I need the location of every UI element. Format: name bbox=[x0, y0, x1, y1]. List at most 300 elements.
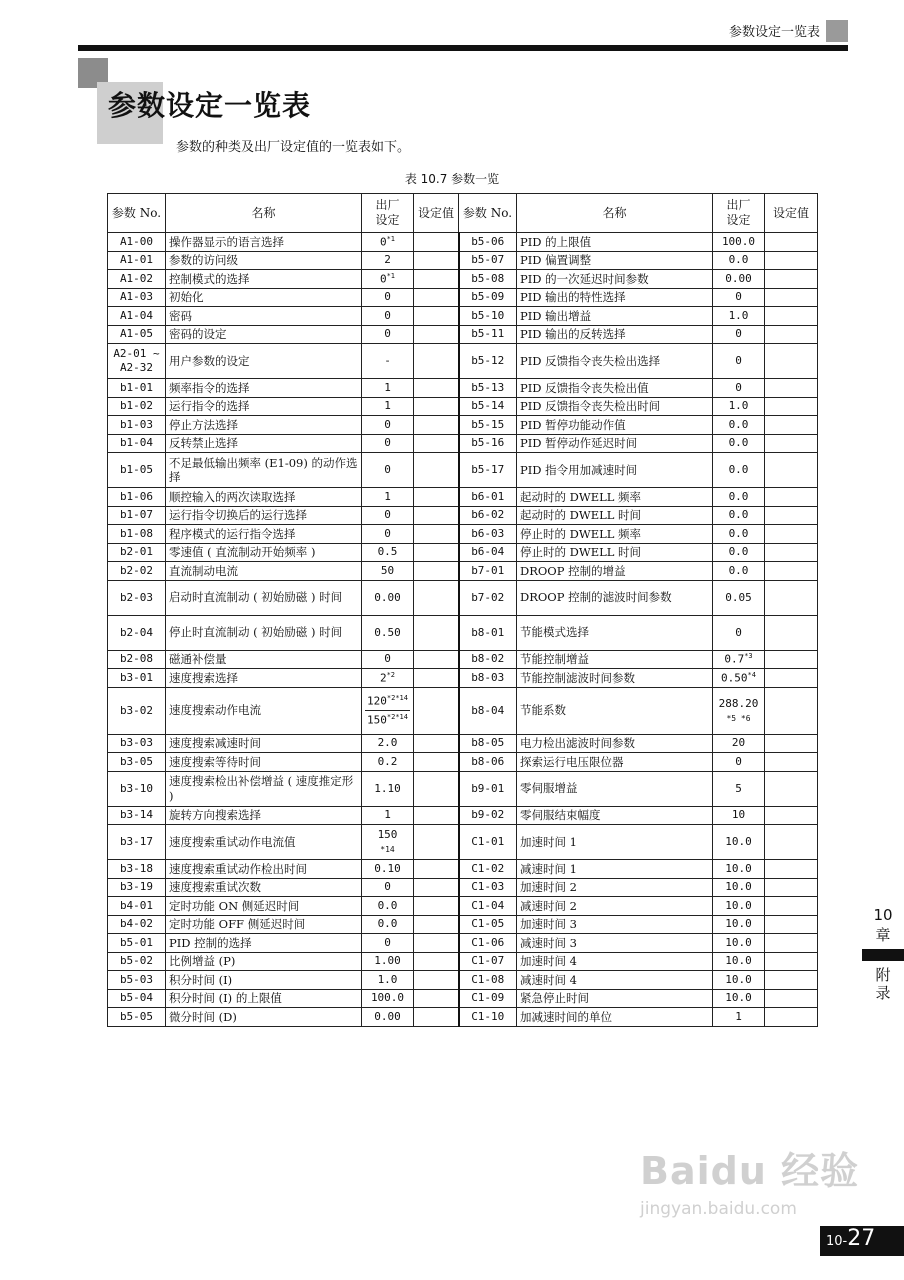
header-name: 名称 bbox=[166, 194, 362, 233]
param-no: C1-09 bbox=[459, 989, 517, 1008]
default-value: 20 bbox=[713, 734, 765, 753]
param-name: 节能控制增益 bbox=[517, 650, 713, 669]
set-value bbox=[414, 771, 459, 806]
default-value: 0.0 bbox=[713, 251, 765, 270]
table-row bbox=[108, 771, 818, 806]
set-value bbox=[414, 270, 459, 289]
param-name: PID 指令用加减速时间 bbox=[517, 453, 713, 488]
set-value bbox=[414, 1008, 459, 1027]
watermark-logo: Baidu 经验 bbox=[640, 1149, 860, 1193]
table-row bbox=[108, 288, 818, 307]
default-value: 0.50$^{*4}$ bbox=[713, 669, 765, 688]
param-no: b1-01 bbox=[108, 379, 166, 398]
intro-text: 参数的种类及出厂设定值的一览表如下。 bbox=[176, 140, 411, 155]
default-value: 2$^{*2}$ bbox=[362, 669, 414, 688]
table-row bbox=[108, 543, 818, 562]
header-marker bbox=[826, 20, 848, 42]
set-value bbox=[765, 543, 818, 562]
default-value: 2 bbox=[362, 251, 414, 270]
appendix-char-1: 附 bbox=[875, 966, 891, 984]
param-name: 定时功能 OFF 侧延迟时间 bbox=[166, 915, 362, 934]
default-value: 0 bbox=[362, 434, 414, 453]
default-value: 10.0 bbox=[713, 971, 765, 990]
set-value bbox=[414, 562, 459, 581]
set-value bbox=[414, 952, 459, 971]
param-no: A1-01 bbox=[108, 251, 166, 270]
set-value bbox=[414, 897, 459, 916]
set-value bbox=[765, 825, 818, 860]
param-name: 停止方法选择 bbox=[166, 416, 362, 435]
table-row bbox=[108, 434, 818, 453]
param-name: 频率指令的选择 bbox=[166, 379, 362, 398]
set-value bbox=[414, 379, 459, 398]
set-value bbox=[765, 952, 818, 971]
param-name: 探索运行电压限位器 bbox=[517, 753, 713, 772]
table-row bbox=[108, 270, 818, 289]
default-value: 0 bbox=[713, 379, 765, 398]
param-no: C1-01 bbox=[459, 825, 517, 860]
default-value: 1 bbox=[362, 806, 414, 825]
set-value bbox=[765, 860, 818, 879]
set-value bbox=[765, 434, 818, 453]
param-no: b4-01 bbox=[108, 897, 166, 916]
param-name: 零速值 ( 直流制动开始频率 ) bbox=[166, 543, 362, 562]
param-no: b8-04 bbox=[459, 687, 517, 734]
set-value bbox=[765, 753, 818, 772]
param-name: PID 暂停动作延迟时间 bbox=[517, 434, 713, 453]
default-value: 100.0 bbox=[362, 989, 414, 1008]
param-name: 比例增益 (P) bbox=[166, 952, 362, 971]
default-value: 1 bbox=[713, 1008, 765, 1027]
set-value bbox=[765, 971, 818, 990]
default-value: 288.20 *5 *6 bbox=[713, 687, 765, 734]
default-value: 0.0 bbox=[713, 562, 765, 581]
set-value bbox=[414, 825, 459, 860]
param-no: b5-11 bbox=[459, 325, 517, 344]
param-no: A1-00 bbox=[108, 233, 166, 252]
param-no: b3-17 bbox=[108, 825, 166, 860]
param-no: b6-01 bbox=[459, 488, 517, 507]
param-name: PID 暂停功能动作值 bbox=[517, 416, 713, 435]
set-value bbox=[414, 650, 459, 669]
param-name: 零伺服增益 bbox=[517, 771, 713, 806]
set-value bbox=[765, 806, 818, 825]
table-row bbox=[108, 453, 818, 488]
table-row bbox=[108, 952, 818, 971]
set-value bbox=[765, 525, 818, 544]
set-value bbox=[765, 669, 818, 688]
default-value: 0 bbox=[362, 934, 414, 953]
param-name: 顺控输入的两次读取选择 bbox=[166, 488, 362, 507]
default-value: 50 bbox=[362, 562, 414, 581]
param-name: 节能模式选择 bbox=[517, 615, 713, 650]
default-value: 10.0 bbox=[713, 860, 765, 879]
param-name: 不足最低输出频率 (E1-09) 的动作选择 bbox=[166, 453, 362, 488]
running-header: 参数设定一览表 bbox=[728, 25, 820, 40]
default-value: 0 bbox=[362, 878, 414, 897]
default-value: 0 bbox=[362, 307, 414, 326]
param-name: 减速时间 4 bbox=[517, 971, 713, 990]
table-row bbox=[108, 669, 818, 688]
param-no: b8-01 bbox=[459, 615, 517, 650]
set-value bbox=[765, 453, 818, 488]
param-name: 积分时间 (I) bbox=[166, 971, 362, 990]
default-value: 1 bbox=[362, 379, 414, 398]
param-no: b5-09 bbox=[459, 288, 517, 307]
header-default: 出厂 设定 bbox=[362, 194, 414, 233]
default-value: 0 bbox=[713, 753, 765, 772]
param-name: 加速时间 2 bbox=[517, 878, 713, 897]
set-value bbox=[414, 397, 459, 416]
set-value bbox=[765, 897, 818, 916]
param-no: b6-04 bbox=[459, 543, 517, 562]
param-name: 初始化 bbox=[166, 288, 362, 307]
param-name: 速度搜索等待时间 bbox=[166, 753, 362, 772]
default-value: 0 bbox=[362, 525, 414, 544]
param-name: 积分时间 (I) 的上限值 bbox=[166, 989, 362, 1008]
param-no: b3-02 bbox=[108, 687, 166, 734]
param-no: b3-05 bbox=[108, 753, 166, 772]
param-name: 速度搜索检出补偿增益 ( 速度推定形 ) bbox=[166, 771, 362, 806]
chapter-tab bbox=[868, 906, 898, 945]
watermark bbox=[640, 1140, 859, 1219]
set-value bbox=[414, 878, 459, 897]
param-name: 反转禁止选择 bbox=[166, 434, 362, 453]
default-value: 1.0 bbox=[713, 397, 765, 416]
set-value bbox=[765, 506, 818, 525]
table-row bbox=[108, 915, 818, 934]
param-no: C1-06 bbox=[459, 934, 517, 953]
default-value: 0 bbox=[362, 416, 414, 435]
default-value: 0 bbox=[362, 453, 414, 488]
set-value bbox=[765, 397, 818, 416]
param-no: A2-01 ~ A2-32 bbox=[108, 344, 166, 379]
param-name: PID 输出的特性选择 bbox=[517, 288, 713, 307]
param-no: b2-03 bbox=[108, 580, 166, 615]
set-value bbox=[765, 344, 818, 379]
appendix-char-2: 录 bbox=[875, 984, 891, 1002]
header-no: 参数 No. bbox=[459, 194, 517, 233]
param-no: b8-02 bbox=[459, 650, 517, 669]
param-name: 速度搜索选择 bbox=[166, 669, 362, 688]
set-value bbox=[414, 915, 459, 934]
default-value: 10.0 bbox=[713, 878, 765, 897]
set-value bbox=[414, 580, 459, 615]
set-value bbox=[414, 506, 459, 525]
set-value bbox=[414, 687, 459, 734]
param-no: b1-05 bbox=[108, 453, 166, 488]
param-no: b5-13 bbox=[459, 379, 517, 398]
table-row bbox=[108, 897, 818, 916]
param-name: PID 反馈指令丧失检出值 bbox=[517, 379, 713, 398]
param-no: b3-18 bbox=[108, 860, 166, 879]
default-value: 0.0 bbox=[713, 434, 765, 453]
header-no: 参数 No. bbox=[108, 194, 166, 233]
param-name: 参数的访问级 bbox=[166, 251, 362, 270]
table-row bbox=[108, 325, 818, 344]
param-no: b5-07 bbox=[459, 251, 517, 270]
chapter-tab-bar bbox=[862, 949, 904, 961]
param-name: DROOP 控制的滤波时间参数 bbox=[517, 580, 713, 615]
param-no: b7-02 bbox=[459, 580, 517, 615]
table-row bbox=[108, 251, 818, 270]
set-value bbox=[765, 878, 818, 897]
param-no: b8-05 bbox=[459, 734, 517, 753]
param-no: b5-15 bbox=[459, 416, 517, 435]
set-value bbox=[414, 453, 459, 488]
default-value: 0.50 bbox=[362, 615, 414, 650]
set-value bbox=[414, 989, 459, 1008]
table-row bbox=[108, 416, 818, 435]
set-value bbox=[414, 615, 459, 650]
default-value: 0.00 bbox=[362, 1008, 414, 1027]
param-name: 密码的设定 bbox=[166, 325, 362, 344]
default-value: 0.0 bbox=[713, 453, 765, 488]
page-number: 10-27 bbox=[820, 1226, 904, 1256]
param-no: b5-10 bbox=[459, 307, 517, 326]
default-value: 0 bbox=[362, 506, 414, 525]
default-value: 0 bbox=[362, 650, 414, 669]
param-no: b7-01 bbox=[459, 562, 517, 581]
set-value bbox=[765, 989, 818, 1008]
table-row bbox=[108, 580, 818, 615]
param-no: b2-01 bbox=[108, 543, 166, 562]
param-name: 电力检出滤波时间参数 bbox=[517, 734, 713, 753]
default-value: 0.7$^{*3}$ bbox=[713, 650, 765, 669]
default-value: 1 bbox=[362, 397, 414, 416]
param-no: b3-01 bbox=[108, 669, 166, 688]
param-name: 起动时的 DWELL 时间 bbox=[517, 506, 713, 525]
default-value: 0.00 bbox=[713, 270, 765, 289]
default-value: 0.00 bbox=[362, 580, 414, 615]
default-value: 0.5 bbox=[362, 543, 414, 562]
param-name: 旋转方向搜索选择 bbox=[166, 806, 362, 825]
param-no: A1-04 bbox=[108, 307, 166, 326]
set-value bbox=[414, 288, 459, 307]
default-value: 5 bbox=[713, 771, 765, 806]
default-value: 0 bbox=[362, 288, 414, 307]
set-value bbox=[765, 325, 818, 344]
set-value bbox=[765, 288, 818, 307]
param-name: DROOP 控制的增益 bbox=[517, 562, 713, 581]
param-no: C1-03 bbox=[459, 878, 517, 897]
param-name: 停止时直流制动 ( 初始励磁 ) 时间 bbox=[166, 615, 362, 650]
param-no: b3-19 bbox=[108, 878, 166, 897]
set-value bbox=[414, 734, 459, 753]
set-value bbox=[765, 562, 818, 581]
set-value bbox=[414, 525, 459, 544]
param-no: b1-03 bbox=[108, 416, 166, 435]
set-value bbox=[765, 580, 818, 615]
set-value bbox=[765, 488, 818, 507]
table-row bbox=[108, 488, 818, 507]
default-value: 10.0 bbox=[713, 934, 765, 953]
param-name: 磁通补偿量 bbox=[166, 650, 362, 669]
param-no: b5-17 bbox=[459, 453, 517, 488]
param-no: b5-01 bbox=[108, 934, 166, 953]
page-title: 参数设定一览表 bbox=[108, 89, 312, 122]
param-no: b6-02 bbox=[459, 506, 517, 525]
appendix-tab bbox=[868, 966, 898, 1002]
default-value: 10.0 bbox=[713, 952, 765, 971]
param-no: b1-02 bbox=[108, 397, 166, 416]
param-name: 零伺服结束幅度 bbox=[517, 806, 713, 825]
param-no: b3-10 bbox=[108, 771, 166, 806]
param-name: 定时功能 ON 侧延迟时间 bbox=[166, 897, 362, 916]
default-value: 0.0 bbox=[362, 897, 414, 916]
set-value bbox=[765, 379, 818, 398]
set-value bbox=[414, 971, 459, 990]
param-name: 密码 bbox=[166, 307, 362, 326]
header-name: 名称 bbox=[517, 194, 713, 233]
default-value: 1.10 bbox=[362, 771, 414, 806]
param-no: b2-08 bbox=[108, 650, 166, 669]
default-value: 1.00 bbox=[362, 952, 414, 971]
set-value bbox=[414, 233, 459, 252]
param-no: b3-03 bbox=[108, 734, 166, 753]
table-row bbox=[108, 650, 818, 669]
table-row bbox=[108, 989, 818, 1008]
param-no: b1-07 bbox=[108, 506, 166, 525]
default-value: 150 *14 bbox=[362, 825, 414, 860]
param-name: PID 控制的选择 bbox=[166, 934, 362, 953]
table-row bbox=[108, 307, 818, 326]
param-no: C1-08 bbox=[459, 971, 517, 990]
default-value: 10 bbox=[713, 806, 765, 825]
header-default: 出厂 设定 bbox=[713, 194, 765, 233]
param-no: b5-05 bbox=[108, 1008, 166, 1027]
default-value: 0.0 bbox=[713, 543, 765, 562]
set-value bbox=[765, 734, 818, 753]
param-name: PID 输出的反转选择 bbox=[517, 325, 713, 344]
param-name: 减速时间 1 bbox=[517, 860, 713, 879]
default-value: 0 bbox=[713, 288, 765, 307]
param-name: PID 的上限值 bbox=[517, 233, 713, 252]
watermark-url: jingyan.baidu.com bbox=[640, 1199, 797, 1219]
table-row bbox=[108, 506, 818, 525]
param-name: PID 偏置调整 bbox=[517, 251, 713, 270]
default-value: 100.0 bbox=[713, 233, 765, 252]
default-value: - bbox=[362, 344, 414, 379]
default-value: 0.0 bbox=[713, 525, 765, 544]
set-value bbox=[765, 771, 818, 806]
table-row bbox=[108, 934, 818, 953]
default-value: 0.0 bbox=[713, 416, 765, 435]
set-value bbox=[765, 687, 818, 734]
set-value bbox=[765, 233, 818, 252]
param-name: 节能控制滤波时间参数 bbox=[517, 669, 713, 688]
set-value bbox=[765, 1008, 818, 1027]
table-row bbox=[108, 825, 818, 860]
table-row bbox=[108, 1008, 818, 1027]
table-row bbox=[108, 379, 818, 398]
param-no: A1-03 bbox=[108, 288, 166, 307]
param-name: 紧急停止时间 bbox=[517, 989, 713, 1008]
header-rule bbox=[78, 45, 848, 51]
set-value bbox=[414, 806, 459, 825]
default-value: 0 bbox=[362, 325, 414, 344]
default-value: 0.10 bbox=[362, 860, 414, 879]
default-value: 2.0 bbox=[362, 734, 414, 753]
param-name: 启动时直流制动 ( 初始励磁 ) 时间 bbox=[166, 580, 362, 615]
table-row bbox=[108, 878, 818, 897]
table-row bbox=[108, 344, 818, 379]
param-no: b5-02 bbox=[108, 952, 166, 971]
param-name: 停止时的 DWELL 频率 bbox=[517, 525, 713, 544]
param-name: 速度搜索减速时间 bbox=[166, 734, 362, 753]
set-value bbox=[414, 344, 459, 379]
param-no: b5-04 bbox=[108, 989, 166, 1008]
set-value bbox=[414, 753, 459, 772]
set-value bbox=[765, 934, 818, 953]
table-row bbox=[108, 971, 818, 990]
default-value: 0 bbox=[713, 325, 765, 344]
param-no: A1-05 bbox=[108, 325, 166, 344]
param-name: 控制模式的选择 bbox=[166, 270, 362, 289]
set-value bbox=[765, 270, 818, 289]
default-value: 0.0 bbox=[713, 488, 765, 507]
param-no: b5-08 bbox=[459, 270, 517, 289]
param-name: 速度搜索动作电流 bbox=[166, 687, 362, 734]
param-name: 节能系数 bbox=[517, 687, 713, 734]
set-value bbox=[414, 416, 459, 435]
default-value: $120^{*2*14}$ $150^{*2*14}$ bbox=[362, 687, 414, 734]
default-value: 1 bbox=[362, 488, 414, 507]
param-no: C1-02 bbox=[459, 860, 517, 879]
default-value: 0.0 bbox=[362, 915, 414, 934]
table-row bbox=[108, 233, 818, 252]
set-value bbox=[414, 307, 459, 326]
param-name: PID 反馈指令丧失检出时间 bbox=[517, 397, 713, 416]
param-name: 加减速时间的单位 bbox=[517, 1008, 713, 1027]
param-no: b1-04 bbox=[108, 434, 166, 453]
parameter-table bbox=[107, 193, 818, 1027]
param-no: b5-14 bbox=[459, 397, 517, 416]
param-name: 微分时间 (D) bbox=[166, 1008, 362, 1027]
param-name: 运行指令切换后的运行选择 bbox=[166, 506, 362, 525]
set-value bbox=[414, 325, 459, 344]
param-name: 速度搜索重试次数 bbox=[166, 878, 362, 897]
param-name: 用户参数的设定 bbox=[166, 344, 362, 379]
header-set: 设定值 bbox=[414, 194, 459, 233]
default-value: 0.05 bbox=[713, 580, 765, 615]
param-no: b3-14 bbox=[108, 806, 166, 825]
param-name: 起动时的 DWELL 频率 bbox=[517, 488, 713, 507]
table-caption: 表 10.7 参数一览 bbox=[404, 172, 500, 186]
param-name: 加速时间 1 bbox=[517, 825, 713, 860]
table-header-row bbox=[108, 194, 818, 233]
table-row bbox=[108, 860, 818, 879]
default-value: 10.0 bbox=[713, 825, 765, 860]
default-value: 0$^{*1}$ bbox=[362, 233, 414, 252]
param-no: b2-02 bbox=[108, 562, 166, 581]
default-value: 1.0 bbox=[362, 971, 414, 990]
chapter-number: 10 bbox=[873, 906, 893, 924]
param-name: 操作器显示的语言选择 bbox=[166, 233, 362, 252]
param-no: b1-08 bbox=[108, 525, 166, 544]
param-no: C1-07 bbox=[459, 952, 517, 971]
chapter-word: 章 bbox=[875, 926, 891, 944]
param-no: b9-02 bbox=[459, 806, 517, 825]
param-name: 运行指令的选择 bbox=[166, 397, 362, 416]
table-row bbox=[108, 806, 818, 825]
default-value: 10.0 bbox=[713, 915, 765, 934]
set-value bbox=[414, 860, 459, 879]
table-row bbox=[108, 687, 818, 734]
param-no: C1-04 bbox=[459, 897, 517, 916]
set-value bbox=[765, 650, 818, 669]
default-value: 0 bbox=[713, 615, 765, 650]
